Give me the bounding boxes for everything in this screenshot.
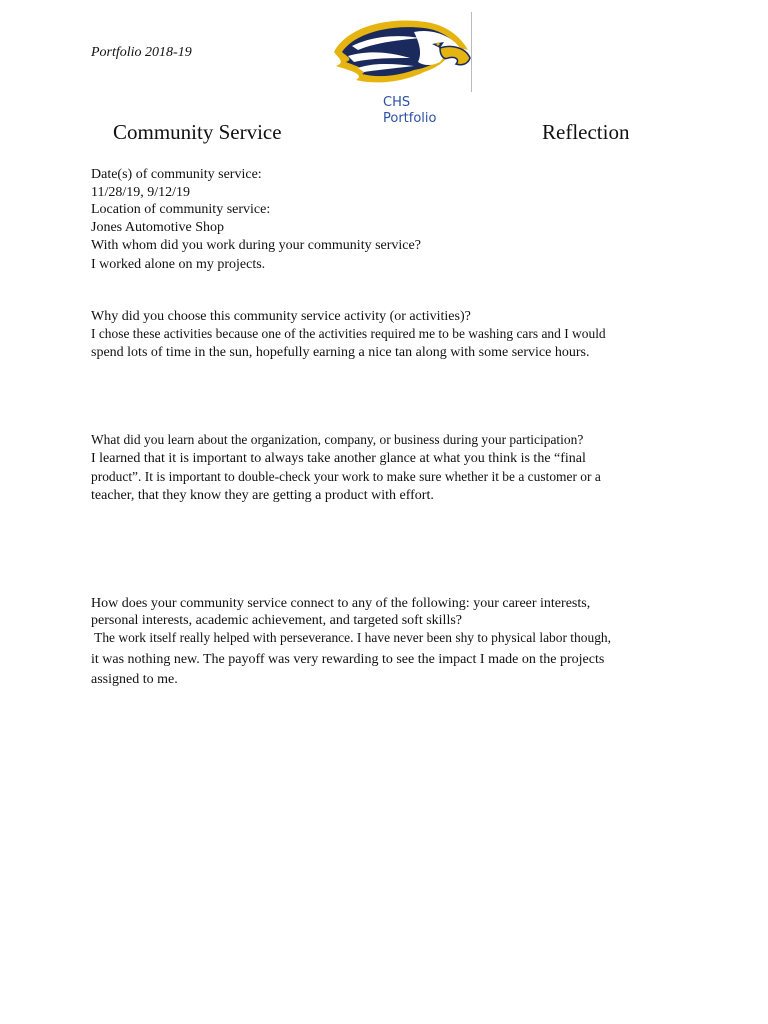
school-logo <box>328 12 472 92</box>
date-question: Date(s) of community service: <box>91 167 262 182</box>
partner-answer: I worked alone on my projects. <box>91 257 266 272</box>
connection-question-line2: personal interests, academic achievement, and targeted soft skills? <box>91 613 462 628</box>
connection-answer-line3: assigned to me. <box>91 672 178 687</box>
page-title-left: Community Service <box>113 120 282 144</box>
partner-question: With whom did you work during your community service? <box>91 238 421 253</box>
eagle-head-icon <box>328 12 472 92</box>
logo-divider <box>471 12 472 92</box>
portfolio-header-label: Portfolio 2018-19 <box>91 45 192 60</box>
reason-answer-line2: spend lots of time in the sun, hopefully earning a nice tan along with some service hours. <box>91 345 590 360</box>
connection-question-line1: How does your community service connect to any of the following: your career interests, <box>91 596 591 611</box>
learning-question: What did you learn about the organization, company, or business during your participation? <box>91 433 584 448</box>
learning-answer-line3: teacher, that they know they are getting a product with effort. <box>91 488 434 503</box>
date-answer: 11/28/19, 9/12/19 <box>91 185 191 200</box>
location-answer: Jones Automotive Shop <box>91 220 225 235</box>
reason-question: Why did you choose this community service activity (or activities)? <box>91 309 471 324</box>
connection-answer-line2: it was nothing new. The payoff was very rewarding to see the impact I made on the projects <box>91 652 605 667</box>
logo-caption <box>383 95 436 127</box>
reason-answer-line1: I chose these activities because one of the activities required me to be washing cars and I would <box>91 327 606 342</box>
learning-answer-line1: I learned that it is important to always take another glance at what you think is the “final <box>91 451 586 466</box>
location-question: Location of community service: <box>91 202 271 217</box>
logo-caption-line1: CHS <box>383 95 411 110</box>
logo-caption-line2: Portfolio <box>383 111 437 126</box>
page-title-right: Reflection <box>542 120 630 144</box>
learning-answer-line2: product”. It is important to double-check your work to make sure whether it be a customer or a <box>91 470 601 485</box>
connection-answer-line1: The work itself really helped with perseverance. I have never been shy to physical labor though, <box>91 631 612 646</box>
